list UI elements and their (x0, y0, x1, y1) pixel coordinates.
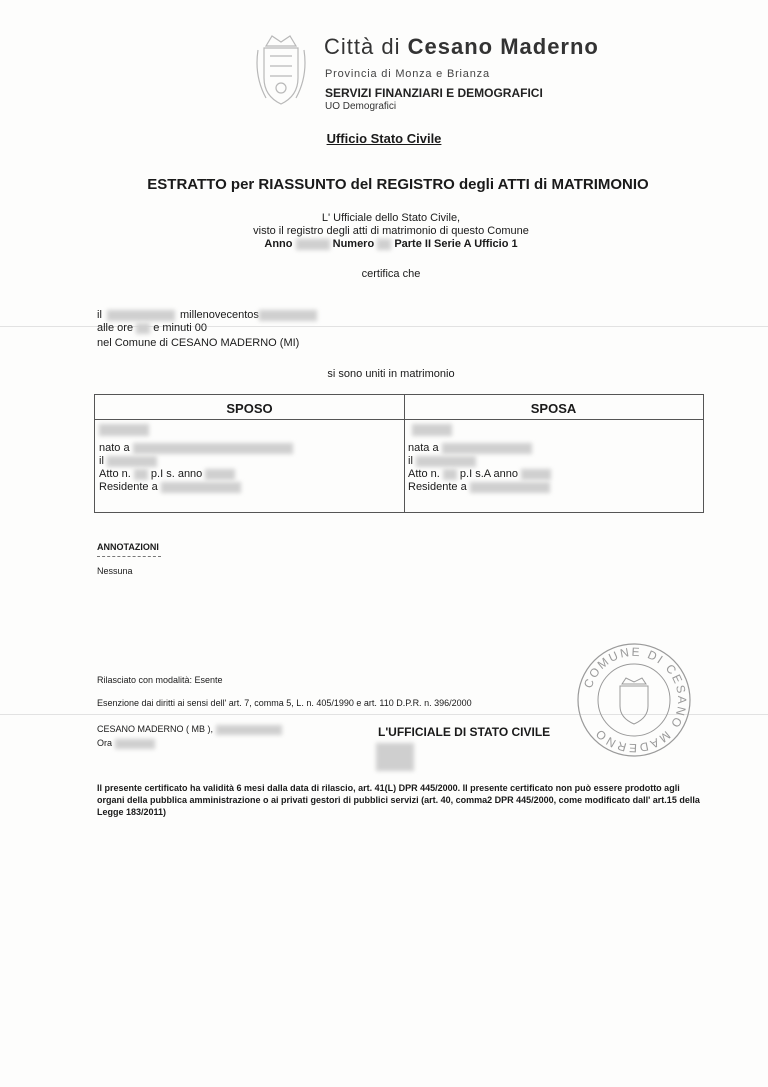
bride-residence: Residente a (408, 481, 703, 494)
spouse-table (94, 394, 704, 513)
groom-residence: Residente a (99, 481, 404, 494)
bride-birthdate: il (408, 455, 703, 468)
issue-place-date: CESANO MADERNO ( MB ), (97, 724, 282, 735)
marriage-place-line: nel Comune di CESANO MADERNO (MI) (97, 337, 300, 349)
province-name: Provincia di Monza e Brianza (325, 68, 490, 80)
office-title: Ufficio Stato Civile (326, 131, 442, 146)
bride-header: SPOSA (404, 395, 703, 420)
annotations-value: Nessuna (97, 566, 133, 576)
official-stamp-icon (574, 640, 694, 760)
intro-line-1: L' Ufficiale dello Stato Civile, (321, 212, 461, 224)
certifies-text: certifica che (361, 268, 421, 280)
intro-line-2: visto il registro degli atti di matrimonio di questo Comune (253, 225, 529, 237)
annotations-title: ANNOTAZIONI (97, 542, 159, 552)
redacted-number (377, 239, 391, 250)
bride-birthplace: nata a (408, 442, 703, 455)
united-text: si sono uniti in matrimonio (327, 368, 455, 380)
svg-text:COMUNE DI CESANO MADERNO: COMUNE DI CESANO MADERNO (580, 644, 690, 756)
registry-reference: Anno Numero Parte II Serie A Ufficio 1 (264, 238, 518, 250)
redacted-date (216, 725, 282, 735)
city-name: Città di Cesano Maderno (324, 34, 599, 59)
bride-act: Atto n. p.I s.A anno (408, 468, 703, 481)
redacted-time (115, 739, 155, 749)
groom-column (95, 395, 405, 512)
groom-birthdate: il (99, 455, 404, 468)
validity-notice: Il presente certificato ha validità 6 mesi dalla data di rilascio, art. 41(L) DPR 445/2000. Il presente certificato non può essere prodotto agli organi della pubblica amministrazione o ai privati gestori di pubblici servizi (art. 40, comma2 DPR 445/2000, come modificato dall' art.15 della Legge 183/2011) (97, 783, 700, 817)
department-name: SERVIZI FINANZIARI E DEMOGRAFICI (325, 86, 543, 100)
redacted-hour (136, 323, 150, 334)
groom-birthplace: nato a (99, 442, 404, 455)
document-title: ESTRATTO per RIASSUNTO del REGISTRO degli ATTI di MATRIMONIO (147, 176, 649, 193)
annotations-divider (97, 556, 161, 557)
fee-exemption: Esenzione dai diritti ai sensi dell' art. 7, comma 5, L. n. 405/1990 e art. 110 D.P.R. n. 396/2000 (97, 698, 472, 708)
marriage-time-line: alle ore e minuti 00 (97, 322, 208, 334)
redacted-bride-name (412, 424, 452, 436)
marriage-date-line: il millenovecentos (97, 309, 317, 321)
groom-act: Atto n. p.I s. anno (99, 468, 404, 481)
redacted-year-suffix (259, 310, 317, 321)
redacted-signature (376, 743, 414, 771)
issue-mode: Rilasciato con modalità: Esente (97, 675, 223, 685)
groom-header: SPOSO (95, 395, 404, 420)
issue-time: Ora (97, 738, 155, 749)
city-crest-icon (252, 32, 310, 110)
redacted-year (296, 239, 330, 250)
redacted-day-month (107, 310, 175, 321)
officer-title: L'UFFICIALE DI STATO CIVILE (378, 725, 551, 739)
bride-column (404, 395, 703, 512)
redacted-groom-name (99, 424, 149, 436)
sub-department-name: UO Demografici (325, 101, 397, 112)
